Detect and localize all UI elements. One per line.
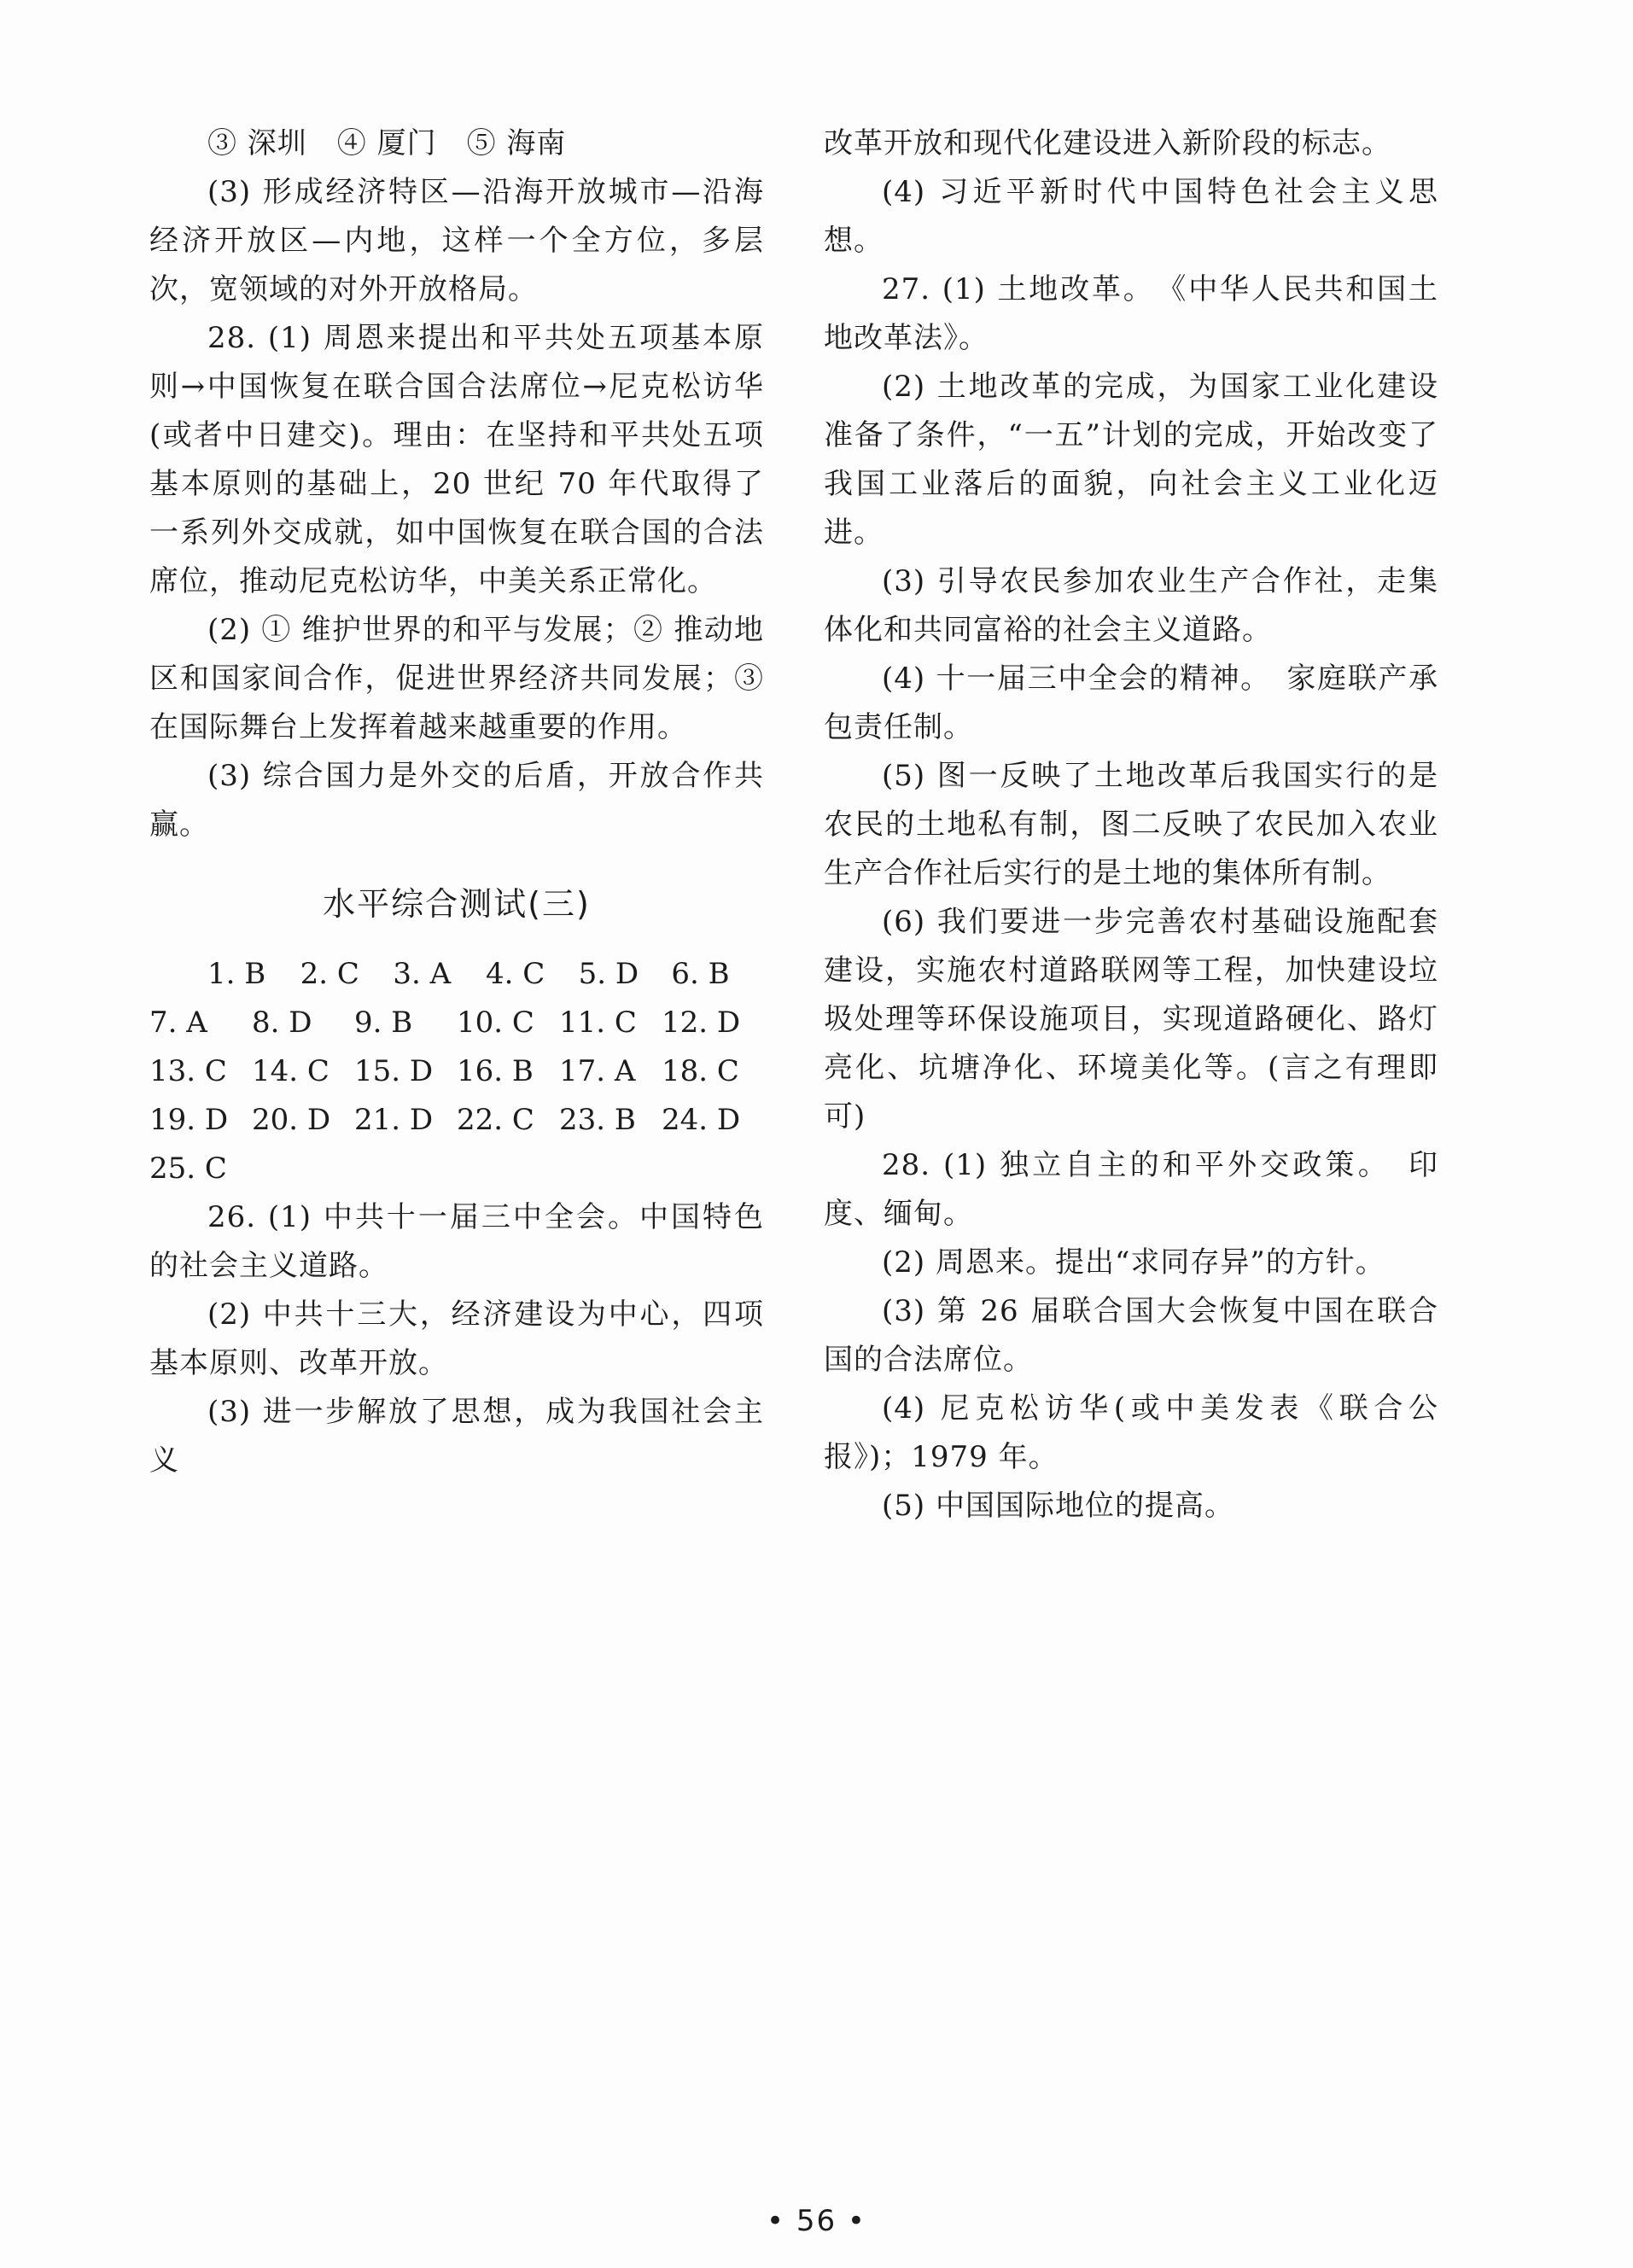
answer-paragraph: (5) 中国国际地位的提高。 — [882, 1489, 1234, 1523]
mc-answer: 3. A — [393, 957, 452, 991]
mc-row — [149, 1145, 764, 1193]
left-column — [149, 120, 774, 1485]
answer-paragraph: 27. (1) 土地改革。 《中华人民共和国土地改革法》。 — [824, 272, 1438, 355]
multiple-choice-answers — [149, 950, 764, 1193]
mc-answer: 11. C — [559, 1006, 637, 1040]
answer-paragraph: (4) 尼克松访华(或中美发表《联合公报》)；1979 年。 — [824, 1391, 1438, 1474]
answer-paragraph: (2) 中共十三大，经济建设为中心，四项基本原则、改革开放。 — [149, 1297, 764, 1380]
mc-answer: 6. B — [671, 957, 730, 991]
mc-answer: 10. C — [457, 1006, 534, 1040]
answer-paragraph: (6) 我们要进一步完善农村基础设施配套建设，实施农村道路联网等工程，加快建设垃圾处理等环保设施项目，实现道路硬化、路灯亮化、坑塘净化、环境美化等。(言之有理即可) — [824, 905, 1438, 1134]
answer-paragraph: (2) ① 维护世界的和平与发展；② 推动地区和国家间合作，促进世界经济共同发展；③ 在国际舞台上发挥着越来越重要的作用。 — [149, 613, 774, 744]
answer-paragraph: 26. (1) 中共十一届三中全会。中国特色的社会主义道路。 — [149, 1200, 764, 1283]
answer-paragraph: ③ 深圳 ④ 厦门 ⑤ 海南 — [207, 126, 567, 160]
answer-paragraph: (2) 土地改革的完成，为国家工业化建设准备了条件，“一五”计划的完成，开始改变了我国工业落后的面貌，向社会主义工业化迈进。 — [824, 370, 1438, 550]
mc-answer: 19. D — [149, 1103, 229, 1137]
mc-answer: 7. A — [149, 1006, 207, 1040]
mc-answer: 23. B — [559, 1103, 636, 1137]
mc-answer: 21. D — [354, 1103, 434, 1137]
page-number: • 56 • — [767, 2204, 866, 2238]
mc-row — [149, 1047, 764, 1096]
mc-answer: 24. D — [662, 1103, 741, 1137]
answer-paragraph: (4) 习近平新时代中国特色社会主义思想。 — [824, 175, 1438, 258]
section-heading: 水平综合测试(三) — [323, 885, 591, 923]
mc-answer: 17. A — [559, 1054, 636, 1088]
mc-answer: 14. C — [252, 1054, 330, 1088]
mc-answer: 16. B — [457, 1054, 534, 1088]
mc-answer: 13. C — [149, 1054, 227, 1088]
answer-paragraph: (3) 第 26 届联合国大会恢复中国在联合国的合法席位。 — [824, 1294, 1438, 1377]
mc-answer: 25. C — [149, 1151, 227, 1186]
mc-answer: 1. B — [207, 957, 266, 991]
answer-paragraph: (3) 引导农民参加农业生产合作社，走集体化和共同富裕的社会主义道路。 — [824, 564, 1438, 647]
answer-paragraph: 28. (1) 周恩来提出和平共处五项基本原则→中国恢复在联合国合法席位→尼克松访华(或者中日建交)。理由：在坚持和平共处五项基本原则的基础上，20 世纪 70 年代取得了一系列外交成就，如中国恢复在联合国的合法席位，推动尼克松访华，中美关系正常化。 — [149, 321, 764, 598]
answer-paragraph: (5) 图一反映了土地改革后我国实行的是农民的土地私有制，图二反映了农民加入农业生产合作社后实行的是土地的集体所有制。 — [824, 759, 1438, 890]
mc-answer: 5. D — [578, 957, 639, 991]
mc-answer: 9. B — [354, 1006, 413, 1040]
answer-paragraph: 28. (1) 独立自主的和平外交政策。 印度、缅甸。 — [824, 1148, 1438, 1231]
answer-paragraph: (4) 十一届三中全会的精神。 家庭联产承包责任制。 — [824, 662, 1438, 744]
answer-paragraph: (3) 进一步解放了思想，成为我国社会主义 — [149, 1395, 764, 1478]
mc-answer: 12. D — [662, 1006, 741, 1040]
mc-answer: 20. D — [252, 1103, 331, 1137]
mc-answer: 8. D — [252, 1006, 312, 1040]
mc-row — [149, 999, 764, 1047]
answer-paragraph: (3) 形成经济特区—沿海开放城市—沿海经济开放区—内地，这样一个全方位，多层次，宽领域的对外开放格局。 — [149, 175, 764, 306]
mc-row — [149, 1096, 764, 1145]
mc-answer: 2. C — [300, 957, 359, 991]
mc-answer: 22. C — [457, 1103, 534, 1137]
answer-paragraph: 改革开放和现代化建设进入新阶段的标志。 — [824, 126, 1391, 160]
answer-paragraph: (3) 综合国力是外交的后盾，开放合作共赢。 — [149, 759, 764, 842]
mc-answer: 18. C — [662, 1054, 739, 1088]
answer-paragraph: (2) 周恩来。提出“求同存异”的方针。 — [882, 1245, 1385, 1280]
right-column — [824, 120, 1438, 1530]
mc-answer: 4. C — [485, 957, 545, 991]
mc-row — [149, 950, 764, 999]
mc-answer: 15. D — [354, 1054, 434, 1088]
